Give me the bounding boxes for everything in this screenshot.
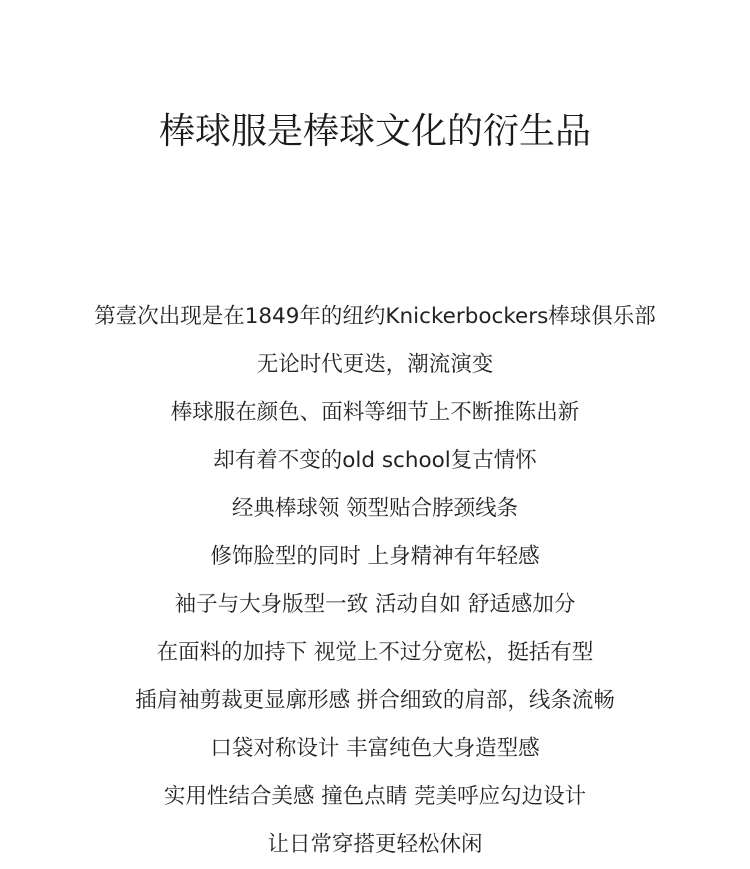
description-line: 在面料的加持下 视觉上不过分宽松，挺括有型	[156, 640, 594, 665]
description-line: 实用性结合美感 撞色点睛 莞美呼应勾边设计	[163, 784, 587, 809]
description-line: 修饰脸型的同时 上身精神有年轻感	[210, 544, 540, 569]
description-line: 袖子与大身版型一致 活动自如 舒适感加分	[174, 592, 576, 617]
description-line: 插肩袖剪裁更显廓形感 拼合细致的肩部，线条流畅	[135, 688, 615, 713]
page-title: 棒球服是棒球文化的衍生品	[158, 111, 591, 152]
description-line: 口袋对称设计 丰富纯色大身造型感	[210, 736, 540, 761]
description-lines	[0, 293, 750, 869]
description-line: 让日常穿搭更轻松休闲	[267, 832, 483, 857]
description-line: 棒球服在颜色、面料等细节上不断推陈出新	[170, 400, 580, 425]
description-line: 第壹次出现是在1849年的纽约Knickerbockers棒球俱乐部	[94, 304, 656, 329]
description-line: 却有着不变的old school复古情怀	[213, 448, 537, 473]
description-line: 经典棒球领 领型贴合脖颈线条	[231, 496, 519, 521]
description-line: 无论时代更迭，潮流演变	[256, 352, 494, 377]
